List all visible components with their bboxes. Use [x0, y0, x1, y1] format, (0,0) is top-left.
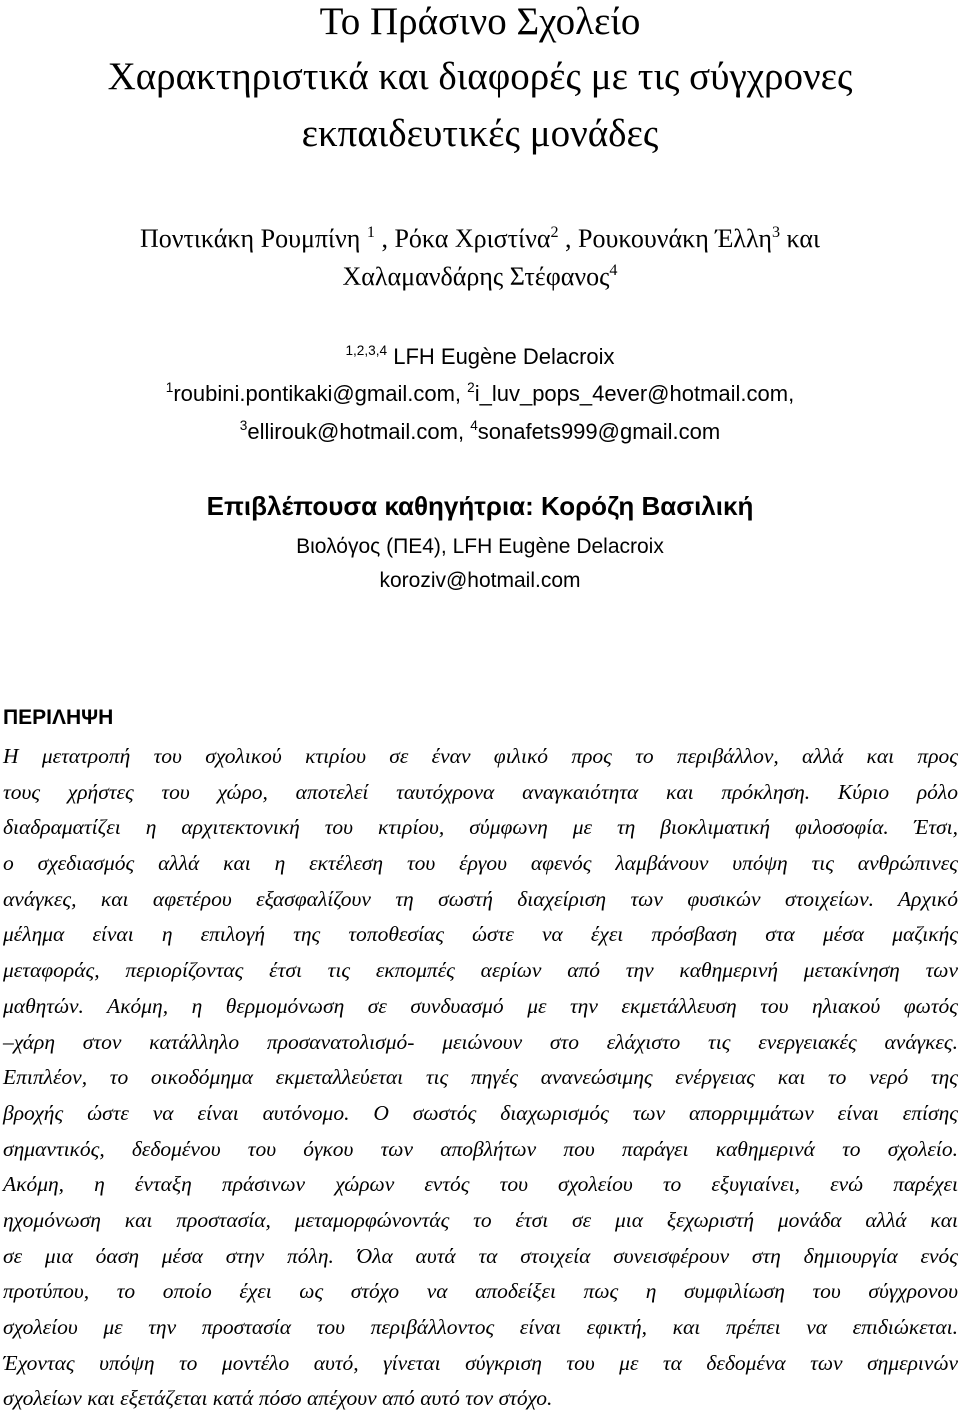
affiliation-marker: 1,2,3,4 — [345, 343, 388, 359]
abstract-line: ο σχεδιασμός αλλά και η εκτέλεση του έργου αφενός λαμβάνουν υπόψη τις ανθρώπινες — [3, 851, 958, 876]
abstract-line: βροχής ώστε να είναι αυτόνομο. Ο σωστός διαχωρισμός των απορριμμάτων είναι επίσης — [3, 1100, 958, 1125]
email-1: roubini.pontikaki@gmail.com, — [173, 381, 468, 406]
email-3-marker: 3 — [239, 418, 248, 434]
affiliation-emails-line-1 — [0, 380, 960, 406]
abstract-line: μεταφοράς, περιορίζοντας έτσι τις εκπομπές αερίων από την καθημερινή μετακίνηση των — [3, 958, 958, 983]
abstract-line: προτύπου, το οποίο έχει ως στόχο να αποδείξει πως η συμφιλίωση του σύγχρονου — [3, 1279, 958, 1304]
email-1-marker: 1 — [165, 380, 174, 396]
author-1-name: Ποντικάκη Ρουμπίνη — [139, 224, 367, 253]
affiliation-school — [0, 343, 960, 369]
paper-title-line-2: Χαρακτηριστικά και διαφορές με τις σύγχρονες — [107, 55, 853, 98]
author-3-affil: 3 — [771, 223, 781, 241]
paper-title-line-3: εκπαιδευτικές μονάδες — [301, 112, 659, 155]
abstract-line: σε μια όαση μέσα στην πόλη. Όλα αυτά τα στοιχεία συνεισφέρουν στη δημιουργία ενός — [3, 1243, 958, 1268]
abstract-line: Η μετατροπή του σχολικού κτιρίου σε έναν φιλικό προς το περιβάλλον, αλλά και προς — [3, 744, 958, 768]
author-4-name: Χαλαμανδάρης Στέφανος — [342, 262, 610, 291]
abstract-line: σημαντικός, δεδομένου του όγκου των αποβλήτων που παράγει καθημερινά το σχολείο. — [3, 1136, 958, 1161]
abstract-heading: ΠΕΡΙΛΗΨΗ — [3, 706, 114, 729]
abstract-body — [3, 739, 958, 1417]
email-4: sonafets999@gmail.com — [477, 419, 721, 444]
affiliation-emails-line-2 — [0, 418, 960, 444]
paper-title-line-1: Το Πράσινο Σχολείο — [319, 0, 641, 43]
abstract-line: σχολείου με την προστασία του περιβάλλοντος είναι εφικτή, και πρέπει να επιδιώκεται. — [3, 1315, 958, 1339]
abstract-line: διαδραματίζει η αρχιτεκτονική του κτιρίου, σύμφωνη με τη βιοκλιματική φιλοσοφία. Έτσι, — [3, 815, 958, 840]
authors-line-2 — [0, 261, 960, 291]
email-2: i_luv_pops_4ever@hotmail.com, — [474, 381, 795, 406]
author-2-name: , Ρόκα Χριστίνα — [374, 224, 551, 253]
author-2-affil: 2 — [550, 223, 559, 241]
abstract-line: ηχομόνωση και προστασία, μεταμορφώνοντάς το έτσι σε μια ξεχωριστή μονάδα αλλά και — [3, 1207, 958, 1232]
email-2-marker: 2 — [467, 380, 475, 396]
email-3: ellirouk@hotmail.com, — [247, 419, 471, 444]
school-name: LFH Eugène Delacroix — [387, 344, 615, 369]
abstract-line: Επιπλέον, το οικοδόμημα εκμεταλλεύεται τις πηγές ανανεώσιμης ενέργειας και το νερό της — [3, 1065, 958, 1090]
email-4-marker: 4 — [470, 418, 478, 434]
abstract-line: σχολείων και εξετάζεται κατά πόσο απέχουν από αυτό τον στόχο. — [3, 1386, 553, 1411]
supervisor-email: koroziv@hotmail.com — [379, 569, 581, 592]
supervisor-title: Επιβλέπουσα καθηγήτρια: Κορόζη Βασιλική — [206, 491, 754, 521]
authors-conjunction: και — [780, 224, 821, 253]
authors-line-1 — [0, 223, 960, 253]
abstract-line: ανάγκες, και αφετέρου εξασφαλίζουν τη σωστή διαχείριση των φυσικών στοιχείων. Αρχικό — [3, 886, 958, 911]
author-1-affil: 1 — [366, 223, 375, 241]
abstract-line: μέλημα είναι η επιλογή της τοποθεσίας ώστε να έχει πρόσβαση στα μέσα μαζικής — [3, 922, 958, 947]
abstract-line: μαθητών. Ακόμη, η θερμομόνωση σε συνδυασμό με την εκμετάλλευση του ηλιακού φωτός — [3, 993, 958, 1018]
supervisor-role: Βιολόγος (ΠΕ4), LFH Eugène Delacroix — [296, 535, 664, 558]
abstract-line: τους χρήστες του χώρο, αποτελεί ταυτόχρονα αναγκαιότητα και πρόκληση. Κύριο ρόλο — [3, 779, 958, 804]
author-3-name: , Ρουκουνάκη Έλλη — [558, 224, 772, 253]
abstract-line: Έχοντας υπόψη το μοντέλο αυτό, γίνεται σύγκριση του με τα δεδομένα των σημερινών — [3, 1350, 958, 1375]
author-4-affil: 4 — [609, 261, 618, 279]
abstract-line: Ακόμη, η ένταξη πράσινων χώρων εντός του σχολείου το εξυγιαίνει, ενώ παρέχει — [3, 1172, 958, 1197]
abstract-line: –χάρη στον κατάλληλο προσανατολισμό- μειώνουν στο ελάχιστο τις ενεργειακές ανάγκες. — [3, 1029, 958, 1054]
